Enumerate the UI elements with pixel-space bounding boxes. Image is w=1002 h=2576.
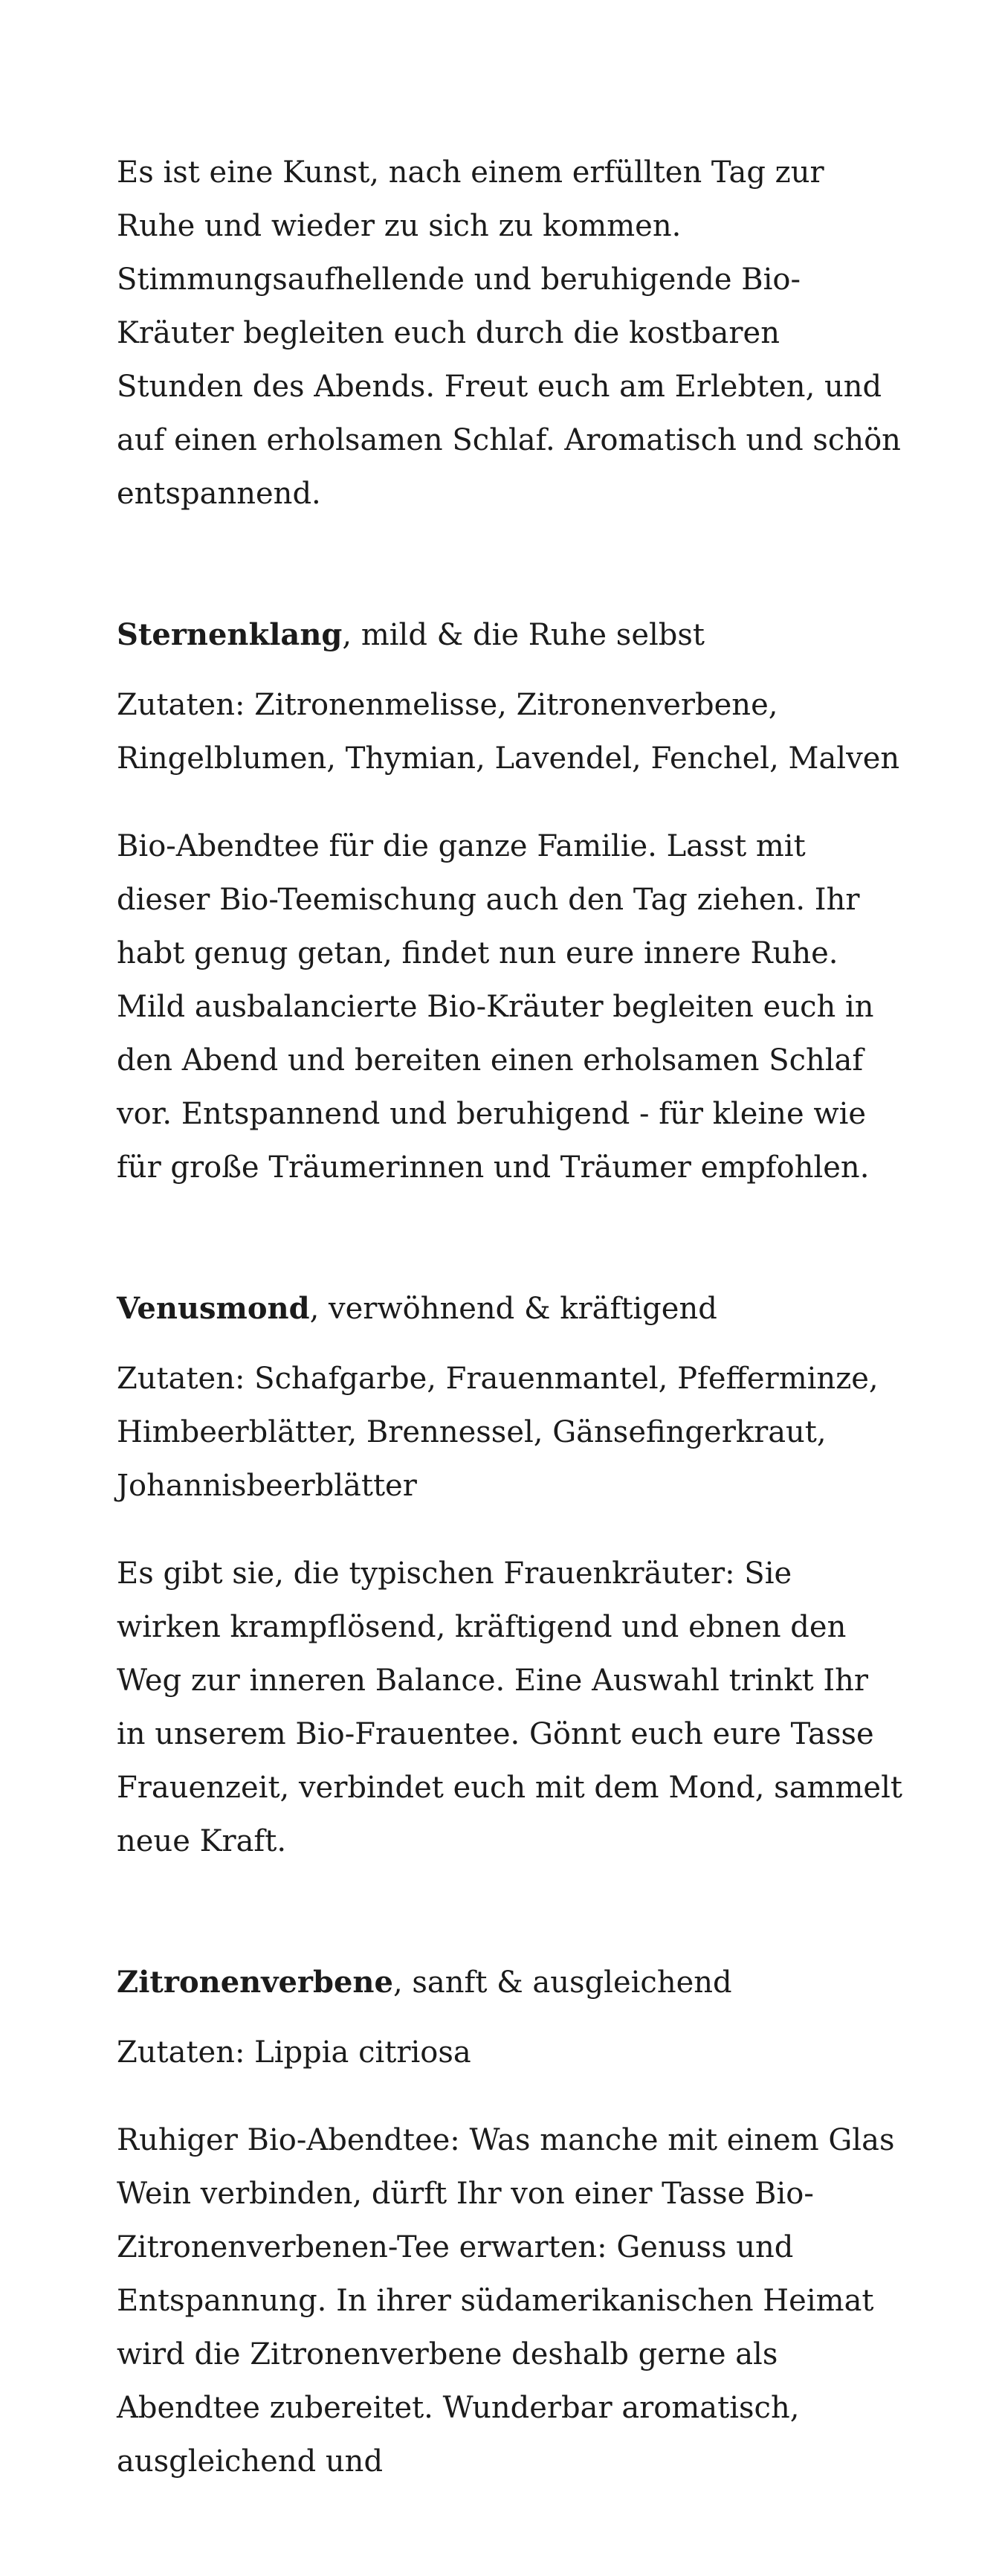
- tea-tagline: , mild & die Ruhe selbst: [342, 618, 705, 652]
- tea-ingredients: Zutaten: Lippia citriosa: [117, 2035, 471, 2070]
- tea-name: Venusmond: [117, 1291, 310, 1326]
- tea-description: Bio-Abendtee für die ganze Familie. Lasst mit dieser Bio-Teemischung auch den Tag ziehen. Ihr habt genug getan, findet nun eure innere Ruhe. Mild ausbalancierte Bio-Kräuter begleiten euch in den Abend und bereiten einen erholsamen Schlaf vor. Entspannend und beruhigend - für kleine wie für große Träumerinnen und Träumer empfohlen.: [117, 829, 874, 1185]
- tea-tagline: , verwöhnend & kräftigend: [309, 1292, 717, 1326]
- tea-heading: [117, 1956, 905, 2009]
- tea-section-sternenklang: [117, 608, 905, 1194]
- tea-section-zitronenverbene: [117, 1956, 905, 2488]
- tea-description: Ruhiger Bio-Abendtee: Was manche mit einem Glas Wein verbinden, dürft Ihr von einer Tasse Bio-Zitronenverbenen-Tee erwarten: Genuss und Entspannung. In ihrer südamerikanischen Heimat wird die Zitronenverbene deshalb gerne als Abendtee zubereitet. Wunderbar aromatisch, ausgleichend und: [117, 2123, 895, 2479]
- article-body: [117, 146, 905, 2576]
- tea-ingredients: Zutaten: Zitronenmelisse, Zitronenverbene, Ringelblumen, Thymian, Lavendel, Fenchel, Malven: [117, 688, 900, 776]
- tea-name: Zitronenverbene: [117, 1965, 393, 2000]
- intro-paragraph: Es ist eine Kunst, nach einem erfüllten Tag zur Ruhe und wieder zu sich zu kommen. Stimmungsaufhellende und beruhigende Bio-Kräuter begleiten euch durch die kostbaren Stunden des Abends. Freut euch am Erlebten, und auf einen erholsamen Schlaf. Aromatisch und schön entspannend.: [117, 155, 901, 511]
- tea-tagline: , sanft & ausgleichend: [392, 1965, 732, 2000]
- tea-name: Sternenklang: [117, 617, 343, 652]
- tea-ingredients: Zutaten: Schafgarbe, Frauenmantel, Pfefferminze, Himbeerblätter, Brennessel, Gänsefingerkraut, Johannisbeerblätter: [117, 1362, 879, 1503]
- tea-heading: [117, 1282, 905, 1336]
- tea-heading: [117, 608, 905, 662]
- tea-description: Es gibt sie, die typischen Frauenkräuter: Sie wirken krampflösend, kräftigend und ebnen den Weg zur inneren Balance. Eine Auswahl trinkt Ihr in unserem Bio-Frauentee. Gönnt euch eure Tasse Frauenzeit, verbindet euch mit dem Mond, sammelt neue Kraft.: [117, 1556, 902, 1858]
- tea-section-venusmond: [117, 1282, 905, 1868]
